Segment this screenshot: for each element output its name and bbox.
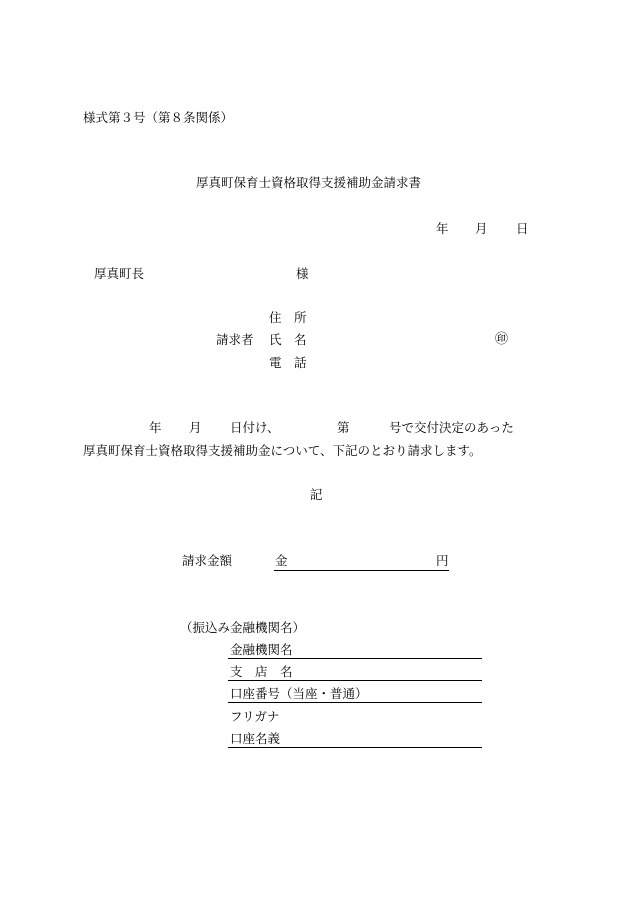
branch-underline: [228, 680, 482, 681]
body-number-suffix: 号で交付決定のあった: [389, 420, 514, 435]
amount-prefix: 金: [275, 553, 288, 568]
furigana-label: フリガナ: [230, 709, 280, 724]
name-label: 氏 名: [269, 332, 307, 347]
form-number: 様式第３号（第８条関係）: [83, 110, 234, 125]
amount-label: 請求金額: [182, 553, 233, 568]
branch-label: 支 店 名: [230, 664, 293, 679]
seal-mark: ㊞: [495, 332, 509, 347]
institution-underline: [228, 658, 482, 659]
body-number-prefix: 第: [337, 420, 350, 435]
body-month: 月: [189, 420, 202, 435]
date-day-label: 日: [516, 221, 529, 236]
date-year-label: 年: [436, 221, 449, 236]
addressee-honorific: 様: [296, 266, 309, 281]
account-name-label: 口座名義: [230, 731, 281, 746]
address-label: 住 所: [269, 310, 307, 325]
phone-label: 電 話: [269, 355, 307, 370]
body-dated: 日付け、: [230, 420, 280, 435]
addressee-name: 厚真町長: [94, 266, 145, 281]
account-number-label: 口座番号（当座・普通）: [230, 686, 368, 701]
amount-underline: [274, 570, 449, 571]
bank-heading: （振込み金融機関名）: [180, 620, 306, 635]
note-heading: 記: [310, 487, 323, 502]
date-month-label: 月: [475, 221, 488, 236]
account-number-underline: [228, 702, 482, 703]
body-year: 年: [149, 420, 162, 435]
amount-unit: 円: [436, 553, 449, 568]
document-title: 厚真町保育士資格取得支援補助金請求書: [196, 175, 422, 190]
body-line-2: 厚真町保育士資格取得支援補助金について、下記のとおり請求します。: [83, 443, 482, 458]
requester-label: 請求者: [216, 332, 254, 347]
account-name-underline: [228, 747, 482, 748]
institution-label: 金融機関名: [230, 642, 293, 657]
